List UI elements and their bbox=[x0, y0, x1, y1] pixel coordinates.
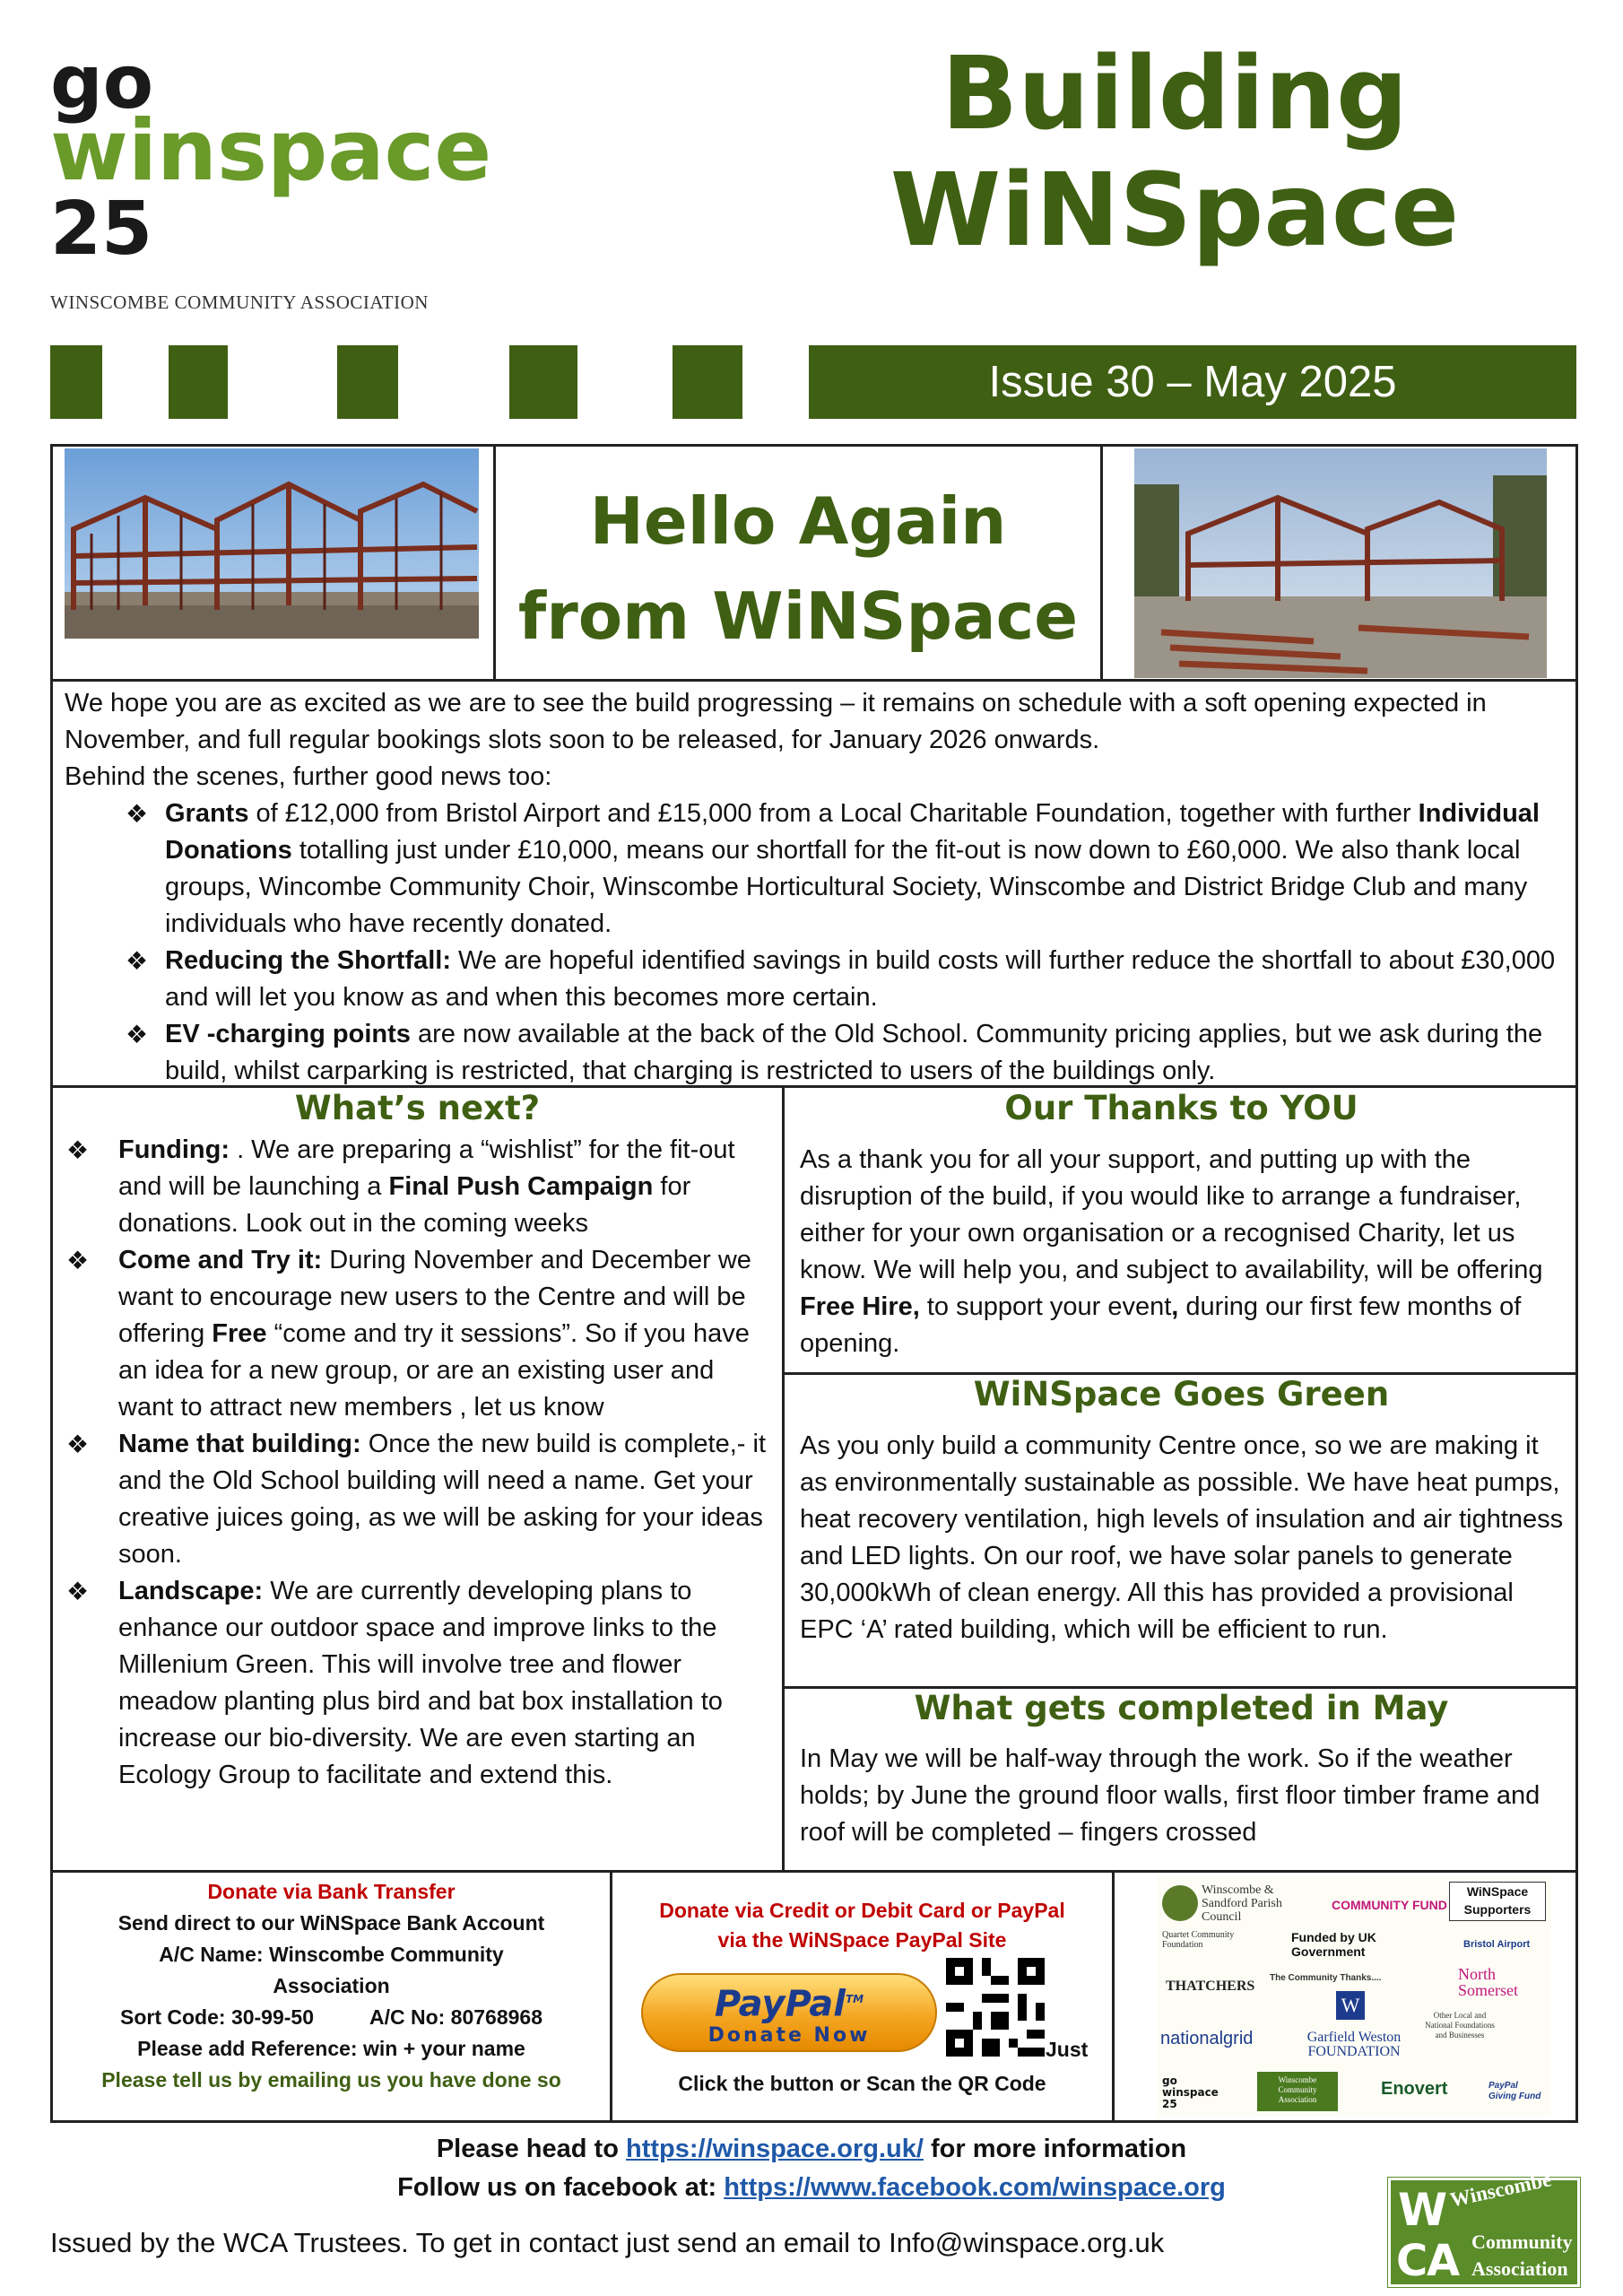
sponsor-thatchers: THATCHERS bbox=[1166, 1979, 1255, 1994]
diamond-bullet-icon: ❖ bbox=[66, 1136, 90, 1164]
intro-bullet-grants bbox=[109, 796, 1571, 943]
thanks-text bbox=[800, 1142, 1569, 1362]
wca-logo-c: C bbox=[1396, 2236, 1428, 2286]
issue-label: Issue 30 – May 2025 bbox=[988, 358, 1397, 406]
green-text: As you only build a community Centre once, so we are making it as environmentally sustainable as possible. We have heat pumps, heat recovery ventilation, high levels of insulation and air tightness and LED lights. On our roof, we have solar panels to generate 30,000kWh of clean energy. All this has provided a provisional EPC ‘A’ rated building, which will be efficient to run. bbox=[800, 1431, 1564, 1644]
bullet-bold: Individual Donations bbox=[165, 799, 1540, 865]
sponsor-north-somerset: North Somerset bbox=[1458, 1965, 1518, 1999]
bank-account-row bbox=[53, 2002, 610, 2033]
bullet-bold: Name that building: bbox=[118, 1430, 361, 1458]
sponsor-quartet: Quartet Community Foundation bbox=[1162, 1930, 1235, 1950]
whats-next-section bbox=[63, 1132, 771, 1794]
hero-line-2: from WiNSpace bbox=[517, 578, 1079, 654]
paypal-tm: TM bbox=[845, 1993, 864, 2005]
bullet-text: During November and December we want to encourage new users to the Centre and will be offering bbox=[118, 1246, 751, 1348]
bank-title: Donate via Bank Transfer bbox=[207, 1880, 456, 1903]
intro-bullets bbox=[65, 796, 1571, 1090]
bank-transfer-panel bbox=[53, 1876, 610, 2096]
logo-go: go bbox=[50, 40, 154, 126]
logo-25: 25 bbox=[50, 187, 153, 272]
sponsor-community-fund: COMMUNITY FUND bbox=[1332, 1898, 1447, 1912]
facebook-link[interactable]: https://www.facebook.com/winspace.org bbox=[724, 2173, 1226, 2202]
footer-website-line bbox=[0, 2130, 1623, 2168]
paypal-donate-button[interactable] bbox=[641, 1973, 937, 2052]
hero-title bbox=[496, 474, 1100, 664]
whats-next-funding bbox=[63, 1132, 771, 1242]
diamond-bullet-icon: ❖ bbox=[126, 1021, 149, 1048]
bullet-bold: EV -charging points bbox=[165, 1020, 411, 1048]
may-title: What gets completed in May bbox=[914, 1689, 1449, 1727]
construction-site-image bbox=[1134, 448, 1547, 678]
bullet-bold: Free bbox=[212, 1319, 267, 1348]
bank-tell-us: Please tell us by emailing us you have done so bbox=[101, 2068, 561, 2092]
sponsor-enovert: Enovert bbox=[1381, 2079, 1448, 2099]
title-line-1: Building bbox=[941, 36, 1409, 152]
bank-account-number: A/C No: 80768968 bbox=[369, 2005, 542, 2029]
footer-facebook-line bbox=[0, 2169, 1623, 2206]
wca-logo-w: W bbox=[1398, 2184, 1448, 2236]
thanks-body: As a thank you for all your support, and putting up with the disruption of the build, if you would like to arrange a fundraiser, either for your own organisation or a recognised Charity, let us know. We will help you, and subject to availability, will be offering bbox=[800, 1145, 1543, 1284]
sponsor-other-foundations: Other Local and National Foundations and Businesses bbox=[1425, 2011, 1495, 2039]
bullet-text: We are hopeful identified savings in build costs will further reduce the shortfall to about £30,000 and will let you know as and when this becomes more certain. bbox=[165, 946, 1556, 1012]
thanks-bold: Free Hire, bbox=[800, 1292, 920, 1321]
decor-square bbox=[50, 345, 102, 419]
building-frame-photo-right bbox=[1134, 448, 1547, 678]
thanks-body: during our first few months of opening. bbox=[800, 1292, 1522, 1358]
diamond-bullet-icon: ❖ bbox=[126, 947, 149, 975]
go-winspace-logo bbox=[50, 40, 516, 325]
bank-line-2: A/C Name: Winscombe Community Association bbox=[159, 1943, 504, 1997]
bank-line-1: Send direct to our WiNSpace Bank Account bbox=[117, 1911, 545, 1935]
bullet-text: We are currently developing plans to enhance our outdoor space and improve links to the Millenium Green. This will involve tree and flower meadow planting plus bird and bat box installation to increase our bio-diversity. We are even starting an Ecology Group to facilitate and extend this. bbox=[118, 1577, 723, 1789]
logo-org-name: WINSCOMBE COMMUNITY ASSOCIATION bbox=[50, 291, 429, 313]
bullet-text: for donations. Look out in the coming weeks bbox=[118, 1172, 691, 1238]
title-line-2: WiNSpace bbox=[890, 152, 1460, 269]
bullet-bold: Funding: bbox=[118, 1135, 230, 1164]
paypal-title-1: Donate via Credit or Debit Card or PayPal bbox=[659, 1899, 1065, 1922]
supporters-label-1: WiNSpace bbox=[1466, 1884, 1529, 1899]
paypal-panel bbox=[612, 1876, 1112, 1955]
bullet-text: Once the new build is complete,- it and the Old School building will need a name. Get your creative juices going, as we will be asking for your ideas soon. bbox=[118, 1430, 766, 1569]
diamond-bullet-icon: ❖ bbox=[126, 800, 149, 828]
sponsor-community-thanks: The Community Thanks.... bbox=[1270, 1973, 1382, 1983]
decor-square bbox=[509, 345, 577, 419]
w-logo-icon: W bbox=[1336, 1991, 1365, 2020]
bullet-bold: Final Push Campaign bbox=[388, 1172, 654, 1201]
diamond-bullet-icon: ❖ bbox=[66, 1247, 90, 1274]
wca-logo-a: A bbox=[1427, 2236, 1461, 2286]
decor-square bbox=[673, 345, 742, 419]
may-text: In May we will be half-way through the work. So if the weather holds; by June the ground floor walls, first floor timber frame and roof will be completed – fingers crossed bbox=[800, 1744, 1541, 1847]
supporters-label-2: Supporters bbox=[1463, 1902, 1532, 1917]
hero-line-1: Hello Again bbox=[589, 483, 1007, 559]
bullet-bold: Grants bbox=[165, 799, 249, 828]
paypal-qr-code[interactable] bbox=[946, 1958, 1045, 2057]
wca-logo-t2: Community bbox=[1471, 2231, 1573, 2253]
thanks-body: to support your event bbox=[919, 1292, 1172, 1321]
footer-issued: Issued by the WCA Trustees. To get in contact just send an email to Info@winspace.org.uk bbox=[50, 2227, 1165, 2258]
hero-divider-right bbox=[1100, 444, 1103, 682]
newsletter-title bbox=[789, 36, 1560, 269]
bullet-text: “come and try it sessions”. So if you have an idea for a new group, or are an existing user and want to attract new members , let us know bbox=[118, 1319, 750, 1422]
issue-banner bbox=[809, 345, 1576, 419]
sponsor-nationalgrid: nationalgrid bbox=[1160, 2029, 1254, 2048]
qr-code-icon bbox=[946, 1958, 1045, 2057]
parish-council-icon bbox=[1162, 1885, 1198, 1921]
wca-logo-t3: Association bbox=[1471, 2257, 1568, 2280]
diamond-bullet-icon: ❖ bbox=[66, 1578, 90, 1605]
bullet-text: are now available at the back of the Old School. Community pricing applies, but we ask during the build, whilst carparking is restricted, that charging is restricted to users of the buildings only. bbox=[165, 1020, 1543, 1085]
wca-logo-t1: Winscombe bbox=[1448, 2168, 1554, 2212]
intro-section bbox=[65, 685, 1571, 1090]
sponsor-garfield-weston: Garfield Weston FOUNDATION bbox=[1306, 2030, 1402, 2059]
whats-next-landscape bbox=[63, 1573, 771, 1794]
bullet-text: of £12,000 from Bristol Airport and £15,000 from a Local Charitable Foundation, together with further bbox=[248, 799, 1419, 828]
paypal-donate-now: Donate Now bbox=[707, 2024, 871, 2048]
intro-bullet-shortfall bbox=[109, 943, 1571, 1016]
whats-next-title: What’s next? bbox=[294, 1089, 541, 1127]
intro-lead: Behind the scenes, further good news too: bbox=[65, 762, 552, 791]
footer-text: for more information bbox=[923, 2135, 1187, 2163]
green-title: WiNSpace Goes Green bbox=[973, 1375, 1390, 1413]
sponsor-parish-council: Winscombe & Sandford Parish Council bbox=[1202, 1883, 1282, 1924]
paypal-logo-text: PayPal bbox=[714, 1983, 846, 2025]
decor-square bbox=[337, 345, 398, 419]
wca-logo bbox=[1388, 2168, 1580, 2287]
logo-winspace: winspace bbox=[50, 102, 492, 200]
bullet-text: totalling just under £10,000, means our shortfall for the fit-out is now down to £60,000. We also thank local groups, Wincombe Community Choir, Winscombe Horticultural Society, Winscombe and District Bridge Club and many individuals who have recently donated. bbox=[165, 836, 1528, 938]
steel-frame-image bbox=[65, 448, 479, 639]
bullet-text: . We are preparing a “wishlist” for the fit-out and will be launching a bbox=[118, 1135, 735, 1201]
sponsor-go-winspace: go winspace 25 bbox=[1162, 2074, 1219, 2110]
bullet-bold: Landscape: bbox=[118, 1577, 264, 1605]
sponsor-wca: Winscombe Community Association bbox=[1257, 2072, 1338, 2111]
diamond-bullet-icon: ❖ bbox=[66, 1431, 90, 1458]
intro-paragraph: We hope you are as excited as we are to see the build progressing – it remains on schedule with a soft opening expected in November, and full regular bookings slots soon to be released, for January 2026 onwards. bbox=[65, 689, 1487, 754]
thanks-bold: , bbox=[1171, 1292, 1179, 1321]
column-divider bbox=[782, 1085, 785, 1873]
bullet-bold: Reducing the Shortfall: bbox=[165, 946, 451, 975]
decor-square bbox=[169, 345, 228, 419]
paypal-caption: Click the button or Scan the QR Code bbox=[678, 2072, 1046, 2095]
paypal-just: Just bbox=[1046, 2038, 1089, 2061]
building-frame-photo-left bbox=[65, 448, 479, 639]
bank-reference: Please add Reference: win + your name bbox=[137, 2037, 525, 2060]
thanks-title: Our Thanks to YOU bbox=[1004, 1089, 1358, 1127]
website-link[interactable]: https://winspace.org.uk/ bbox=[625, 2135, 924, 2163]
whats-next-bullets bbox=[63, 1132, 771, 1794]
footer-text: Follow us on facebook at: bbox=[397, 2173, 725, 2202]
sponsor-bristol-airport: Bristol Airport bbox=[1463, 1939, 1531, 1950]
whats-next-try-it bbox=[63, 1242, 771, 1426]
whats-next-name-building bbox=[63, 1426, 771, 1573]
supporters-label bbox=[1449, 1882, 1546, 1921]
sponsor-paypal-giving: PayPal Giving Fund bbox=[1488, 2081, 1541, 2101]
intro-bullet-ev bbox=[109, 1016, 1571, 1090]
donation-divider-2 bbox=[1112, 1870, 1115, 2123]
supporters-panel bbox=[1157, 1876, 1551, 2117]
sponsor-uk-government: Funded by UK Government bbox=[1291, 1930, 1376, 1959]
bank-sort-code: Sort Code: 30-99-50 bbox=[120, 2005, 315, 2029]
bullet-bold: Come and Try it: bbox=[118, 1246, 323, 1274]
footer-text: Please head to bbox=[436, 2135, 626, 2163]
paypal-title-2: via the WiNSpace PayPal Site bbox=[717, 1928, 1007, 1952]
